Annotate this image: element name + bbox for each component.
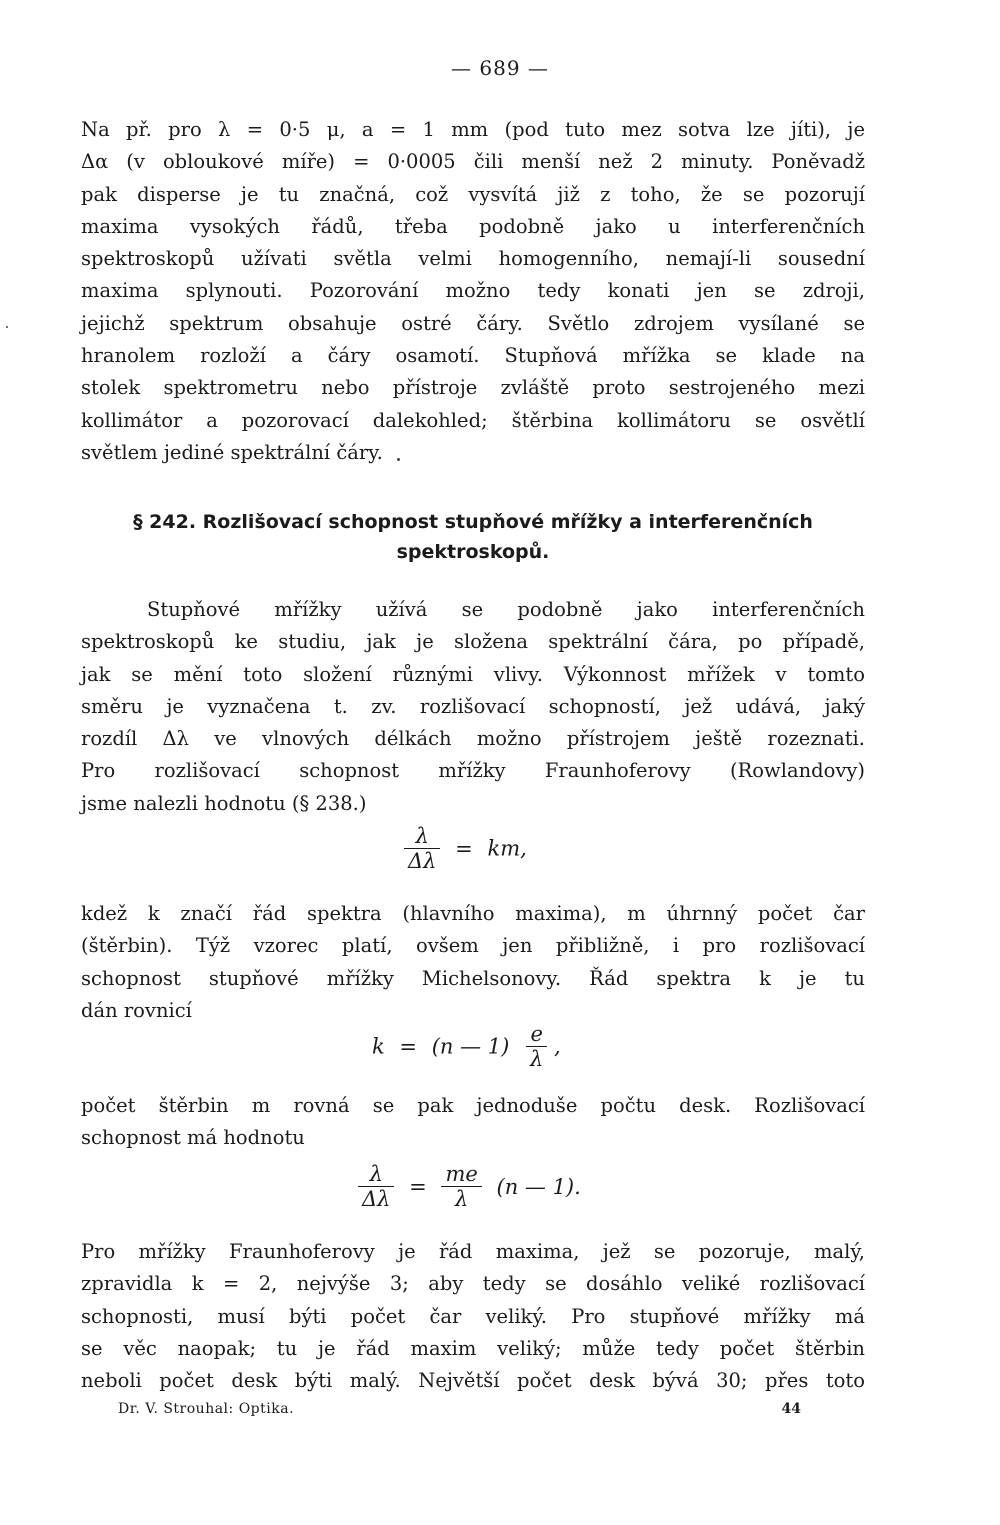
text-line: schopnosti, musí býti počet čar veliký. Pro stupňové mřížky má — [81, 1304, 865, 1328]
text-line: jak se mění toto složení různými vlivy. Výkonnost mřížek v tomto — [81, 662, 865, 686]
text-line: Na př. pro λ = 0·5 μ, a = 1 mm (pod tuto mez sotva lze jíti), je — [81, 118, 865, 141]
formula-order-k — [372, 1022, 561, 1071]
text-line: neboli počet desk býti malý. Největší počet desk bývá 30; přes toto — [81, 1369, 865, 1393]
text-line: (štěrbin). Týž vzorec platí, ovšem jen přibližně, i pro rozlišovací — [81, 934, 865, 958]
formula-resolving-power — [404, 824, 527, 873]
fraction-denominator: λ — [454, 1187, 469, 1211]
formula-lhs: k — [372, 1034, 385, 1059]
footer-signature-mark: 44 — [781, 1401, 801, 1417]
section-heading-line: spektroskopů. — [396, 541, 550, 563]
text-line: spektroskopů ke studiu, jak je složena spektrální čára, po případě, — [81, 630, 865, 654]
text-line: směru je vyznačena t. zv. rozlišovací schopností, jež udává, jaký — [81, 694, 865, 718]
text-line: Pro mřížky Fraunhoferovy je řád maxima, jež se pozoruje, malý, — [81, 1240, 865, 1263]
text-line: Pro rozlišovací schopnost mřížky Fraunhoferovy (Rowlandovy) — [81, 759, 865, 783]
print-speck — [6, 326, 8, 328]
text-line: schopnost má hodnotu — [81, 1126, 305, 1150]
text-line: jsme nalezli hodnotu (§ 238.) — [81, 791, 367, 815]
fraction-numerator: λ — [358, 1162, 394, 1187]
paragraph-fraunhofer-comparison — [81, 1236, 865, 1397]
section-heading-line: § 242. Rozlišovací schopnost stupňové mřížky a interferenčních — [133, 511, 813, 533]
text-line: stolek spektrometru nebo přístroje zvláště proto sestrojeného mezi — [81, 376, 865, 400]
fraction-denominator: Δλ — [362, 1187, 391, 1211]
paragraph-number-of-slits — [81, 1090, 865, 1155]
equals-sign: = — [455, 836, 473, 861]
fraction-numerator: λ — [404, 824, 440, 849]
fraction — [526, 1022, 547, 1071]
text-line: spektroskopů užívati světla velmi homogenního, nemají-li sousední — [81, 247, 865, 271]
fraction — [441, 1162, 481, 1211]
page-number: — 689 — — [451, 56, 549, 80]
text-line: kdež k značí řád spektra (hlavního maxima), m úhrnný počet čar — [81, 902, 865, 925]
formula-rhs: km, — [487, 836, 527, 861]
fraction-denominator: Δλ — [408, 849, 437, 873]
text-line: kollimátor a pozorovací dalekohled; štěrbina kollimátoru se osvětlí — [81, 408, 865, 432]
text-line: se věc naopak; tu je řád maxim veliký; může tedy počet štěrbin — [81, 1336, 865, 1360]
formula-tail: , — [554, 1034, 561, 1059]
text-line: počet štěrbin m rovná se pak jednoduše počtu desk. Rozlišovací — [81, 1094, 865, 1117]
text-line: Δα (v obloukové míře) = 0·0005 čili menší než 2 minuty. Poněvadž — [81, 150, 865, 174]
fraction — [358, 1162, 394, 1211]
fraction — [404, 824, 440, 873]
formula-factor: (n — 1) — [431, 1034, 510, 1059]
fraction-numerator: e — [526, 1022, 547, 1047]
paragraph-grating-dispersion — [81, 114, 865, 469]
formula-resolving-power-echelon — [358, 1162, 581, 1211]
equals-sign: = — [399, 1034, 418, 1059]
text-line: světlem jediné spektrální čáry. — [81, 440, 383, 464]
equals-sign: = — [409, 1174, 427, 1199]
text-line: dán rovnicí — [81, 998, 192, 1022]
formula-tail: (n — 1). — [496, 1174, 581, 1199]
text-line: jejichž spektrum obsahuje ostré čáry. Světlo zdrojem vysílané se — [81, 311, 865, 335]
section-heading — [81, 507, 865, 567]
footer-author-title: Dr. V. Strouhal: Optika. — [118, 1401, 295, 1417]
paragraph-order-of-spectrum — [81, 898, 865, 1027]
fraction-denominator: λ — [530, 1047, 544, 1071]
text-line: maxima vysokých řádů, třeba podobně jako u interferenčních — [81, 214, 865, 238]
page-footer — [118, 1401, 801, 1417]
text-line: schopnost stupňové mřížky Michelsonovy. Řád spektra k je tu — [81, 966, 865, 990]
fraction-numerator: me — [441, 1162, 481, 1187]
text-line: hranolem rozloží a čáry osamotí. Stupňová mřížka se klade na — [81, 344, 865, 368]
paragraph-resolving-power-intro — [81, 594, 865, 820]
text-line: zpravidla k = 2, nejvýše 3; aby tedy se dosáhlo veliké rozlišovací — [81, 1272, 865, 1296]
print-speck — [397, 458, 400, 461]
text-line: Stupňové mřížky užívá se podobně jako interferenčních — [147, 598, 865, 621]
text-line: maxima splynouti. Pozorování možno tedy konati jen se zdroji, — [81, 279, 865, 303]
text-line: pak disperse je tu značná, což vysvítá již z toho, že se pozorují — [81, 182, 865, 206]
text-line: rozdíl Δλ ve vlnových délkách možno přístrojem ještě rozeznati. — [81, 727, 865, 751]
